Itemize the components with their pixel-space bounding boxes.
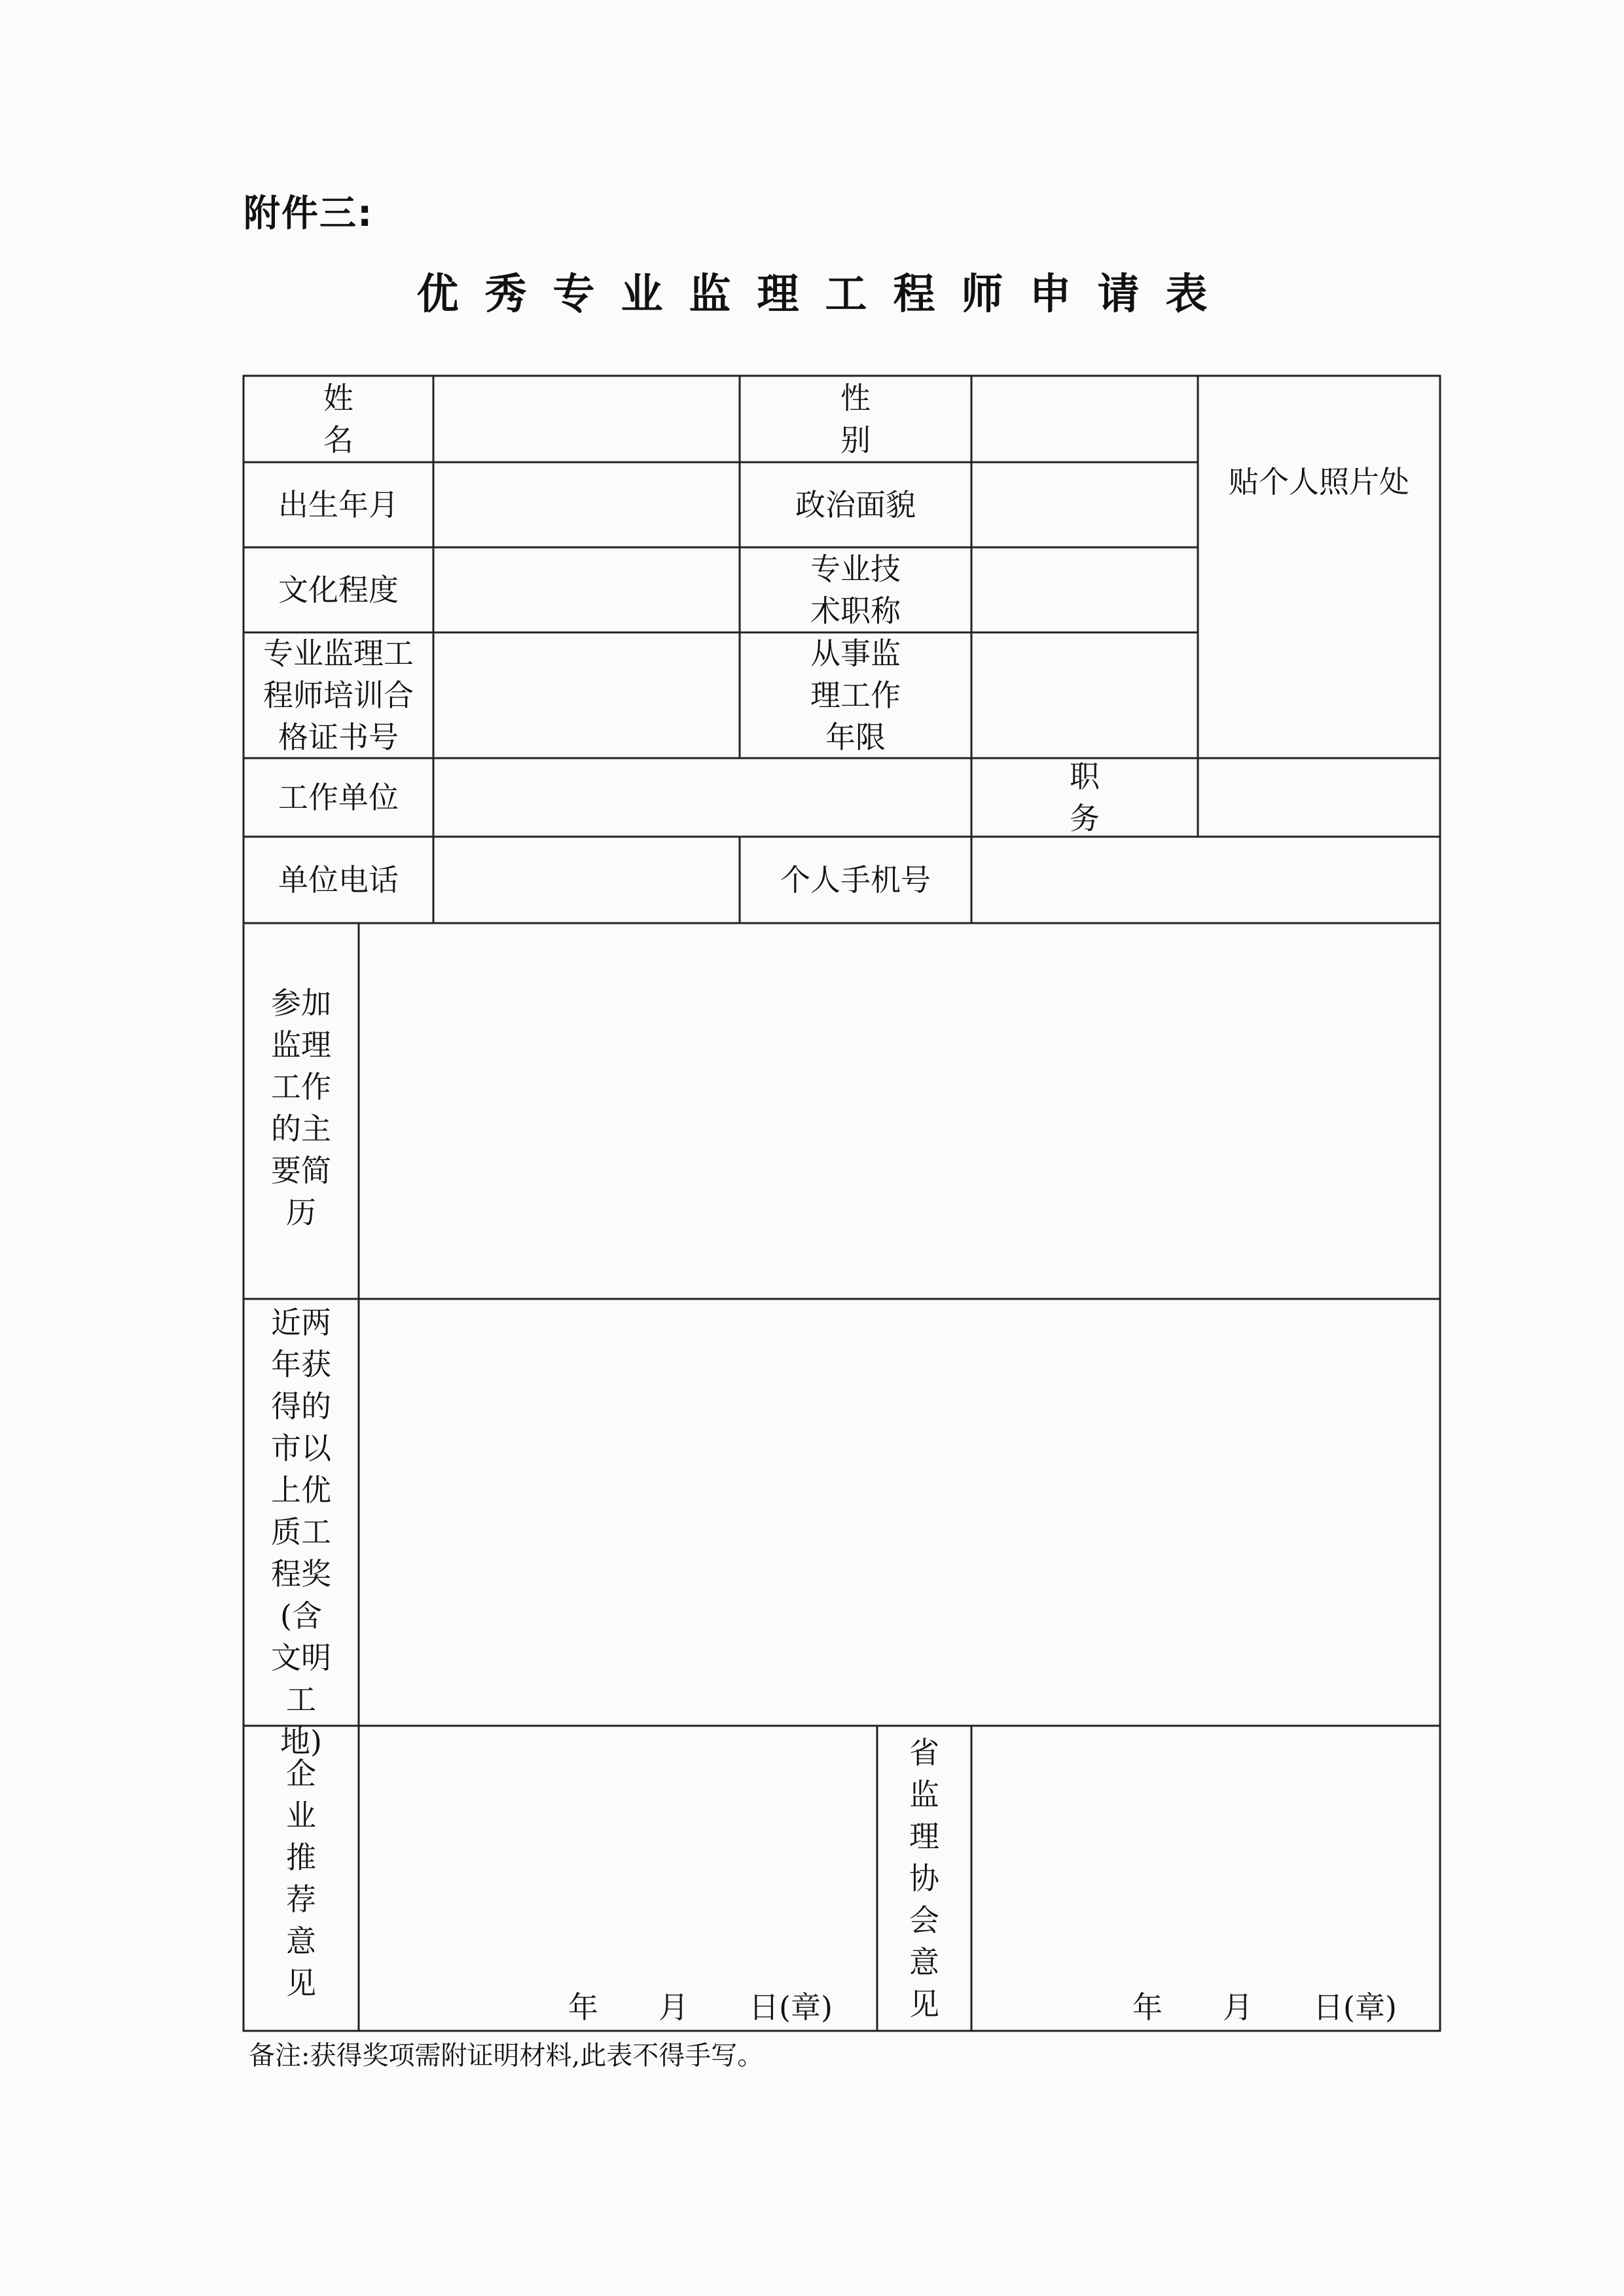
birth-label: 出生年月 [278, 487, 399, 522]
resume-label: 参加监理工作的主要简历 [271, 985, 331, 1230]
birth-field[interactable] [433, 462, 740, 547]
assoc-opinion-label: 省监理协会意见 [909, 1735, 939, 2022]
employer-label: 工作单位 [278, 780, 399, 815]
political-label: 政治面貌 [795, 487, 916, 522]
awards-label: 近两年获得的市以上优质工程奖(含文明工地) [271, 1305, 331, 1759]
mobile-field[interactable] [971, 837, 1440, 923]
gender-label: 性别 [840, 380, 937, 458]
tech-title-label: 专业技术职称 [810, 551, 901, 629]
resume-field[interactable] [359, 923, 1440, 1299]
education-field[interactable] [433, 547, 740, 632]
cert-field[interactable] [433, 632, 740, 758]
tech-title-field[interactable] [971, 547, 1198, 632]
footer-note: 备注:获得奖项需附证明材料,此表不得手写。 [249, 2041, 764, 2071]
form-title: 优秀专业监理工程师申请表 [416, 270, 1234, 319]
position-label: 职务 [1069, 759, 1166, 836]
name-label: 姓名 [323, 380, 420, 458]
education-label: 文化程度 [278, 572, 399, 608]
assoc-date-seal: 年 月 日(章) [1132, 1990, 1397, 2025]
years-label: 从事监理工作年限 [810, 636, 901, 755]
name-field[interactable] [433, 376, 740, 462]
years-field[interactable] [971, 632, 1198, 758]
office-phone-label: 单位电话 [278, 862, 399, 898]
attachment-label: 附件三: [244, 192, 374, 235]
company-date-seal: 年 月 日(章) [568, 1990, 833, 2025]
cert-label: 专业监理工程师培训合格证书号 [263, 636, 414, 755]
photo-label: 贴个人照片处 [1229, 464, 1409, 500]
company-opinion-label: 企业推荐意见 [286, 1756, 316, 2001]
political-field[interactable] [971, 462, 1198, 547]
awards-field[interactable] [359, 1299, 1440, 1726]
mobile-label: 个人手机号 [780, 862, 931, 898]
office-phone-field[interactable] [433, 837, 740, 923]
position-field[interactable] [1198, 758, 1440, 837]
photo-area[interactable] [1198, 376, 1440, 758]
gender-field[interactable] [971, 376, 1198, 462]
employer-field[interactable] [433, 758, 971, 837]
